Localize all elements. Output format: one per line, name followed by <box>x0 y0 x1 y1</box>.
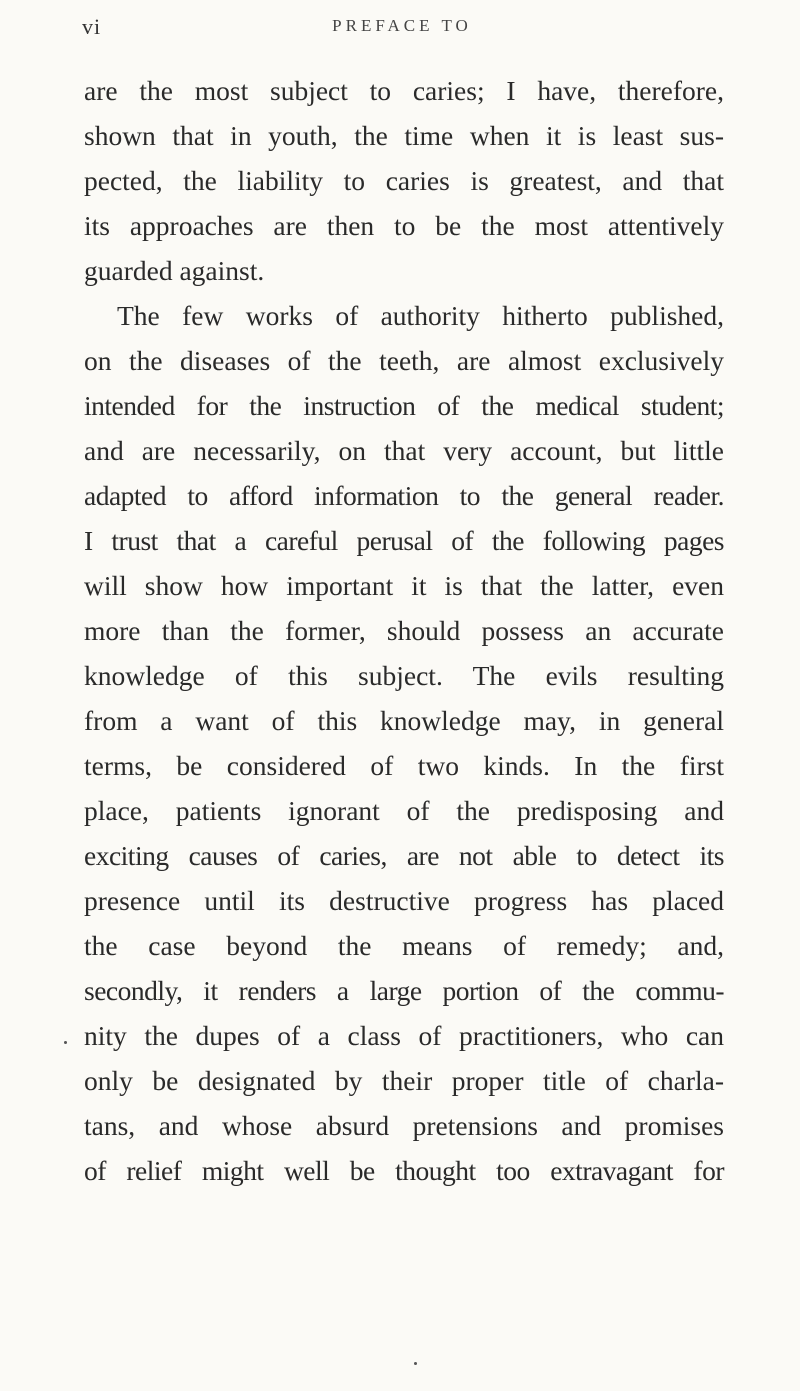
page-header <box>82 14 722 44</box>
paper-speck <box>64 1041 67 1044</box>
paragraph-start-line: The few works of authority hitherto published, <box>117 300 724 331</box>
text-line: secondly, it renders a large portion of the commu- <box>84 975 724 1006</box>
text-line: of relief might well be thought too extravagant for <box>84 1155 724 1186</box>
text-line: I trust that a careful perusal of the following pages <box>84 525 724 556</box>
text-line: tans, and whose absurd pretensions and promises <box>84 1110 724 1141</box>
text-line: nity the dupes of a class of practitioners, who can <box>84 1020 724 1051</box>
page-number: vi <box>82 14 102 39</box>
text-line: will show how important it is that the latter, even <box>84 570 724 601</box>
text-line: its approaches are then to be the most attentively <box>84 210 724 241</box>
running-head: PREFACE TO <box>332 16 472 35</box>
text-line: are the most subject to caries; I have, therefore, <box>84 75 724 106</box>
text-line: and are necessarily, on that very account, but little <box>84 435 724 466</box>
text-line: on the diseases of the teeth, are almost exclusively <box>84 345 724 376</box>
text-line: more than the former, should possess an accurate <box>84 615 724 646</box>
text-line: only be designated by their proper title of charla- <box>84 1065 724 1096</box>
text-line: place, patients ignorant of the predisposing and <box>84 795 724 826</box>
text-line: intended for the instruction of the medical student; <box>84 390 724 421</box>
text-line: knowledge of this subject. The evils resulting <box>84 660 724 691</box>
text-line: pected, the liability to caries is greatest, and that <box>84 165 724 196</box>
paper-speck <box>414 1362 417 1365</box>
text-line: terms, be considered of two kinds. In the first <box>84 750 724 781</box>
text-line: exciting causes of caries, are not able to detect its <box>84 840 724 871</box>
text-line: the case beyond the means of remedy; and, <box>84 930 724 961</box>
text-line: guarded against. <box>84 255 265 286</box>
text-line: shown that in youth, the time when it is least sus- <box>84 120 724 151</box>
text-line: presence until its destructive progress has placed <box>84 885 724 916</box>
text-line: adapted to afford information to the general reader. <box>84 480 724 511</box>
text-line: from a want of this knowledge may, in general <box>84 705 724 736</box>
body-text <box>84 68 724 1193</box>
